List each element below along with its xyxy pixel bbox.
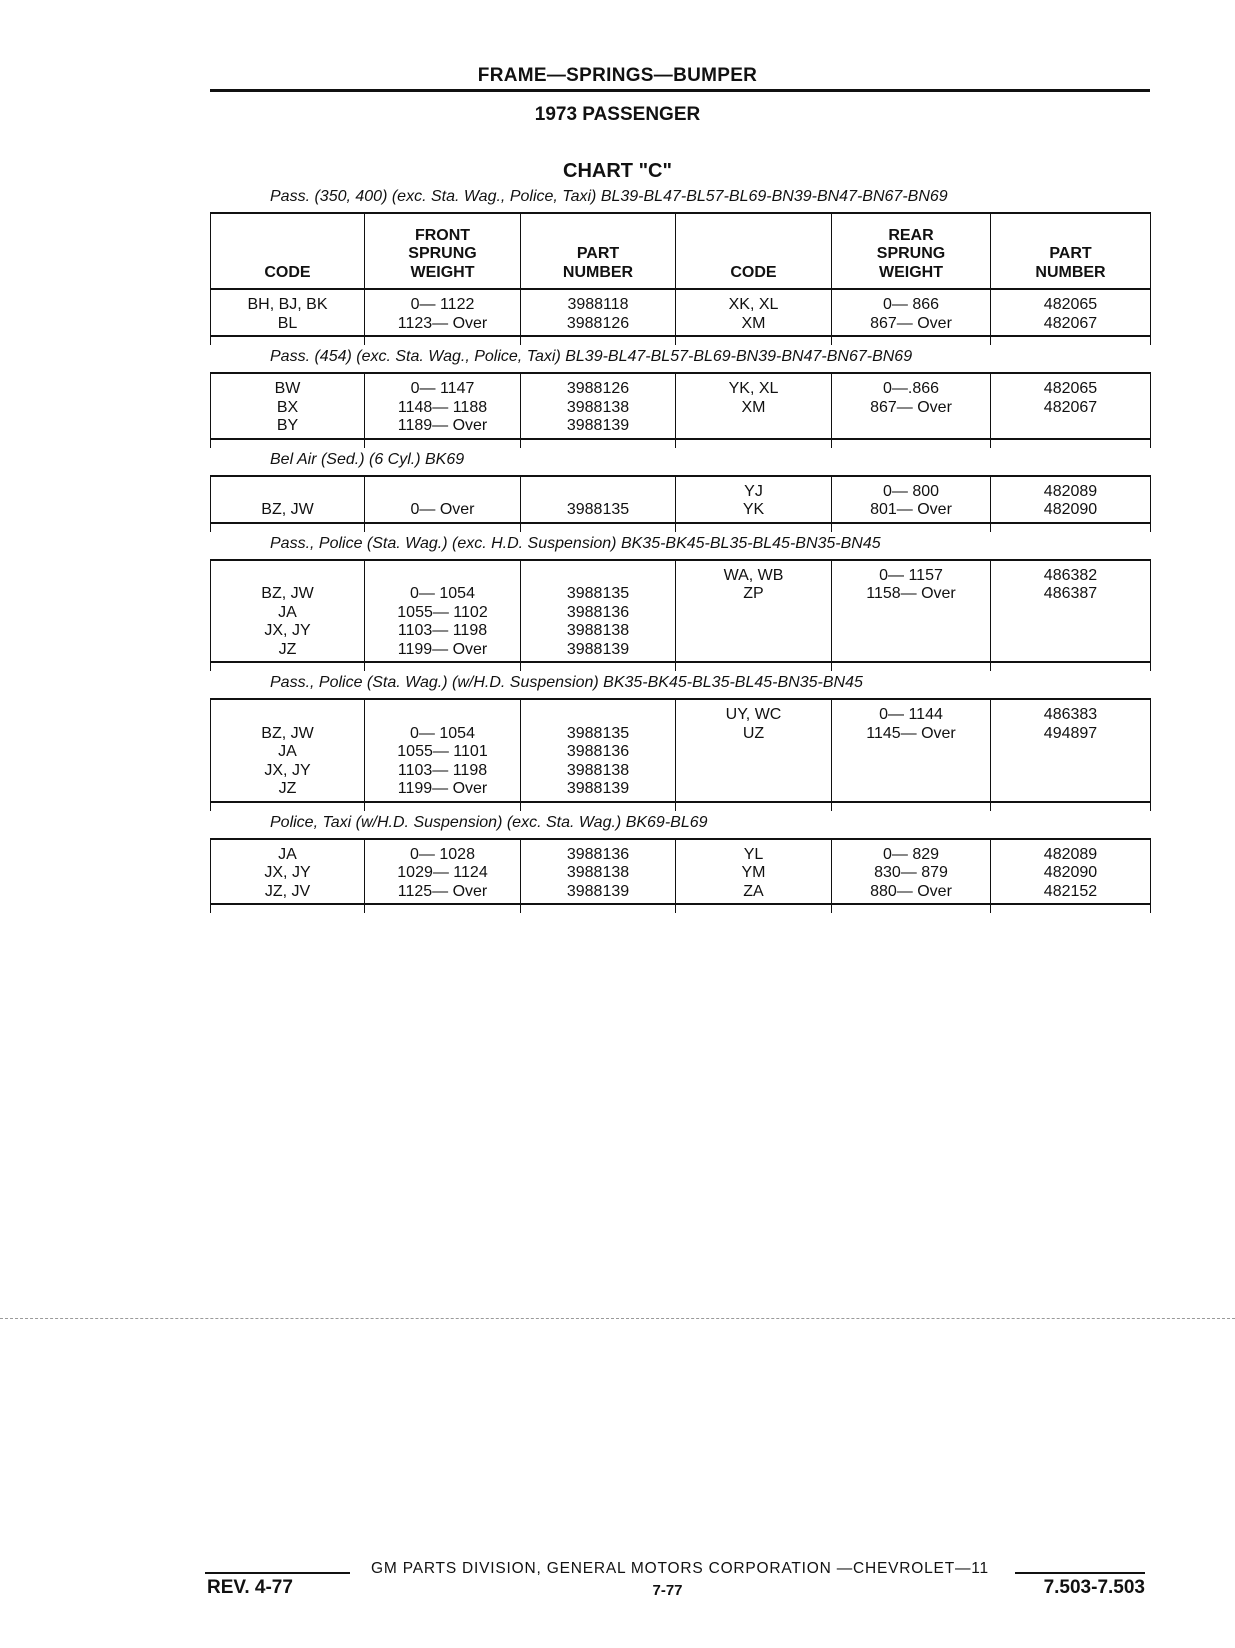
table-tail-row xyxy=(211,439,1151,448)
cell-line: 830— 879 xyxy=(874,864,948,881)
front-code-cell xyxy=(211,476,365,523)
cell-line: JZ, JV xyxy=(264,882,311,900)
cell-line: BX xyxy=(276,398,299,416)
tail-cell xyxy=(521,904,676,913)
table-row xyxy=(211,476,1151,523)
tail-cell xyxy=(991,904,1151,913)
front-part-cell xyxy=(521,289,676,336)
tail-cell xyxy=(211,336,365,345)
front-part-cell xyxy=(521,560,676,663)
cell-line: 0— 800 xyxy=(882,482,940,500)
cell-line xyxy=(523,483,673,502)
front-code-cell xyxy=(211,289,365,336)
front-weight-cell xyxy=(365,289,521,336)
footer-page-ref: 7.503-7.503 xyxy=(1043,1577,1145,1598)
tail-cell xyxy=(832,336,991,345)
cell-line: 1029— 1124 xyxy=(397,864,488,881)
table-row xyxy=(211,699,1151,802)
section-label: Pass., Police (Sta. Wag.) (w/H.D. Suspension) BK35-BK45-BL35-BL45-BN35-BN45 xyxy=(270,674,863,691)
col-header-rear-weight: REAR SPRUNG WEIGHT xyxy=(832,213,991,289)
cell-line xyxy=(213,706,362,725)
rear-weight-cell xyxy=(832,839,991,905)
section-label: Bel Air (Sed.) (6 Cyl.) BK69 xyxy=(270,450,465,468)
table-tail-row xyxy=(211,904,1151,913)
front-weight-cell xyxy=(365,373,521,439)
cell-line: 482089 xyxy=(1043,845,1098,863)
cell-line: JA xyxy=(278,743,297,760)
section-body xyxy=(211,289,1151,345)
front-weight-cell xyxy=(365,699,521,802)
rear-code-cell xyxy=(676,699,832,802)
cell-line xyxy=(367,483,518,502)
cell-line xyxy=(523,706,673,725)
col-header-rear-part: PART NUMBER xyxy=(991,213,1151,289)
cell-line: 0— 1122 xyxy=(410,296,475,313)
cell-line: XM xyxy=(741,314,766,332)
tail-cell xyxy=(211,904,365,913)
cell-line: 1055— 1102 xyxy=(397,603,488,621)
cell-line: 482090 xyxy=(1043,501,1098,518)
tail-cell xyxy=(991,802,1151,811)
cell-line: 0— 1157 xyxy=(879,566,943,584)
cell-line: JZ xyxy=(278,780,297,797)
cell-line: BY xyxy=(276,417,299,434)
cell-line xyxy=(367,567,518,586)
tail-cell xyxy=(365,523,521,532)
cell-line: BL xyxy=(277,314,298,332)
cell-line: ZP xyxy=(743,585,764,602)
table-row xyxy=(211,839,1151,905)
cell-line: 482067 xyxy=(1043,398,1098,416)
rear-code-cell xyxy=(676,373,832,439)
chart-label: CHART "C" xyxy=(563,160,672,182)
footer-revision: REV. 4-77 xyxy=(207,1577,293,1598)
tail-cell xyxy=(991,439,1151,448)
tail-cell xyxy=(365,439,521,448)
rear-code-cell xyxy=(676,560,832,663)
footer-date: 7-77 xyxy=(652,1582,683,1599)
front-weight-cell xyxy=(365,839,521,905)
cell-line: 0— 1028 xyxy=(410,845,475,863)
cell-line: 3988139 xyxy=(566,417,630,434)
table-tail-row xyxy=(211,662,1151,671)
col-header-front-part: PART NUMBER xyxy=(521,213,676,289)
front-weight-cell xyxy=(365,560,521,663)
cell-line: 867— Over xyxy=(870,314,952,332)
cell-line xyxy=(213,483,362,502)
cell-line: JA xyxy=(278,845,297,863)
cell-line: XK, XL xyxy=(728,296,779,313)
rear-code-cell xyxy=(676,839,832,905)
cell-line: 1148— 1188 xyxy=(397,398,488,416)
cell-line xyxy=(367,706,518,725)
cell-line: 1189— Over xyxy=(397,417,488,434)
cell-line: BH, BJ, BK xyxy=(247,296,328,313)
cell-line: UZ xyxy=(742,724,765,742)
section-body xyxy=(211,476,1151,532)
cell-line: WA, WB xyxy=(723,566,784,584)
table-tail-row xyxy=(211,336,1151,345)
cell-line: BZ, JW xyxy=(261,724,314,742)
tail-cell xyxy=(676,439,832,448)
tail-cell xyxy=(832,904,991,913)
spring-chart xyxy=(210,185,1150,913)
rear-weight-cell xyxy=(832,699,991,802)
tail-cell xyxy=(521,662,676,671)
tail-cell xyxy=(832,802,991,811)
cell-line: 1103— 1198 xyxy=(397,761,488,779)
rear-code-cell xyxy=(676,289,832,336)
cell-line: 3988138 xyxy=(566,622,630,639)
scan-artifact-line xyxy=(0,1318,1235,1319)
footer-rule-right xyxy=(1015,1572,1145,1574)
parts-table xyxy=(210,372,1151,448)
tail-cell xyxy=(676,904,832,913)
parts-table xyxy=(210,212,1151,345)
tail-cell xyxy=(521,802,676,811)
cell-line: 3988136 xyxy=(566,603,630,621)
table-row xyxy=(211,373,1151,439)
tail-cell xyxy=(991,662,1151,671)
table-row xyxy=(211,289,1151,336)
cell-line: 3988126 xyxy=(566,380,630,397)
cell-line: 1199— Over xyxy=(397,640,488,658)
cell-line: JA xyxy=(278,603,297,621)
cell-line: 3988135 xyxy=(566,585,630,602)
cell-line: JZ xyxy=(278,640,297,658)
rear-weight-cell xyxy=(832,373,991,439)
parts-table xyxy=(210,559,1151,672)
section-body xyxy=(211,560,1151,672)
tail-cell xyxy=(211,662,365,671)
front-code-cell xyxy=(211,560,365,663)
section-label: Police, Taxi (w/H.D. Suspension) (exc. Sta. Wag.) BK69-BL69 xyxy=(270,813,708,831)
cell-line: 3988139 xyxy=(566,882,630,900)
cell-line: BZ, JW xyxy=(261,501,314,518)
parts-table xyxy=(210,838,1151,914)
tail-cell xyxy=(521,523,676,532)
rear-part-cell xyxy=(991,373,1151,439)
rear-weight-cell xyxy=(832,289,991,336)
cell-line: 1123— Over xyxy=(397,314,488,332)
cell-line: 3988139 xyxy=(566,780,630,797)
col-header-front-weight: FRONT SPRUNG WEIGHT xyxy=(365,213,521,289)
cell-line: JX, JY xyxy=(264,864,311,881)
tail-cell xyxy=(211,439,365,448)
footer-publisher: GM PARTS DIVISION, GENERAL MOTORS CORPORATION —CHEVROLET—11 xyxy=(371,1560,989,1577)
cell-line: 482065 xyxy=(1043,380,1098,397)
table-header-row xyxy=(211,213,1151,289)
cell-line: 3988136 xyxy=(566,743,630,760)
cell-line: 1145— Over xyxy=(866,724,956,742)
cell-line: 1125— Over xyxy=(397,882,488,900)
tail-cell xyxy=(365,336,521,345)
rear-part-cell xyxy=(991,560,1151,663)
cell-line xyxy=(213,567,362,586)
cell-line: 482089 xyxy=(1043,482,1098,500)
tail-cell xyxy=(676,523,832,532)
cell-line: 3988138 xyxy=(566,761,630,779)
front-code-cell xyxy=(211,373,365,439)
cell-line: 3988135 xyxy=(566,501,630,518)
tail-cell xyxy=(676,336,832,345)
rear-weight-cell xyxy=(832,560,991,663)
col-header-rear-code: CODE xyxy=(676,213,832,289)
cell-line: 880— Over xyxy=(870,882,952,900)
cell-line: 0— 1054 xyxy=(410,585,475,602)
cell-line: 0— 866 xyxy=(882,296,940,313)
cell-line: 486382 xyxy=(1043,566,1098,584)
tail-cell xyxy=(521,336,676,345)
cell-line: XM xyxy=(741,398,766,416)
cell-line: 486387 xyxy=(1043,585,1098,602)
tail-cell xyxy=(365,662,521,671)
section-label: Pass. (454) (exc. Sta. Wag., Police, Taxi) BL39-BL47-BL57-BL69-BN39-BN47-BN67-BN69 xyxy=(270,348,913,365)
rear-part-cell xyxy=(991,289,1151,336)
cell-line: 3988135 xyxy=(566,724,630,742)
cell-line: BW xyxy=(274,380,301,397)
rear-part-cell xyxy=(991,839,1151,905)
parts-table xyxy=(210,698,1151,811)
table-row xyxy=(211,560,1151,663)
cell-line: 482152 xyxy=(1043,882,1098,900)
cell-line: 0— 1144 xyxy=(879,706,943,723)
cell-line: 486383 xyxy=(1043,706,1098,723)
rear-code-cell xyxy=(676,476,832,523)
cell-line: 482065 xyxy=(1043,296,1098,313)
cell-line xyxy=(523,567,673,586)
table-tail-row xyxy=(211,802,1151,811)
front-part-cell xyxy=(521,476,676,523)
cell-line: 801— Over xyxy=(870,501,952,518)
tail-cell xyxy=(676,662,832,671)
cell-line: YK xyxy=(742,501,765,518)
front-part-cell xyxy=(521,373,676,439)
tail-cell xyxy=(365,802,521,811)
cell-line: 3988139 xyxy=(566,640,630,658)
tail-cell xyxy=(211,523,365,532)
cell-line: 482090 xyxy=(1043,864,1098,881)
cell-line: JX, JY xyxy=(264,761,311,779)
page-subtitle: 1973 PASSENGER xyxy=(534,104,701,125)
cell-line: UY, WC xyxy=(725,706,782,723)
front-weight-cell xyxy=(365,476,521,523)
cell-line: 482067 xyxy=(1043,314,1098,332)
front-part-cell xyxy=(521,839,676,905)
section-label: Pass. (350, 400) (exc. Sta. Wag., Police, Taxi) BL39-BL47-BL57-BL69-BN39-BN47-BN67-BN69 xyxy=(270,188,948,205)
page-title: FRAME—SPRINGS—BUMPER xyxy=(477,65,758,86)
table-tail-row xyxy=(211,523,1151,532)
cell-line: 1199— Over xyxy=(397,780,488,797)
section-label: Pass., Police (Sta. Wag.) (exc. H.D. Suspension) BK35-BK45-BL35-BL45-BN35-BN45 xyxy=(270,534,881,552)
col-header-front-code: CODE xyxy=(211,213,365,289)
tail-cell xyxy=(832,662,991,671)
tail-cell xyxy=(991,523,1151,532)
cell-line: JX, JY xyxy=(264,622,311,639)
cell-line: 3988126 xyxy=(566,314,630,332)
front-code-cell xyxy=(211,839,365,905)
rear-part-cell xyxy=(991,699,1151,802)
cell-line: 494897 xyxy=(1043,724,1098,742)
cell-line: 0— 829 xyxy=(882,845,940,863)
cell-line: 1103— 1198 xyxy=(397,622,488,639)
tail-cell xyxy=(832,523,991,532)
rear-weight-cell xyxy=(832,476,991,523)
section-body xyxy=(211,839,1151,914)
cell-line: BZ, JW xyxy=(261,585,314,602)
cell-line: 0—.866 xyxy=(882,380,940,397)
footer-rule-left xyxy=(205,1572,350,1574)
cell-line: YM xyxy=(741,864,766,881)
section-body xyxy=(211,699,1151,811)
cell-line: 1158— Over xyxy=(866,585,956,602)
cell-line: 3988136 xyxy=(566,845,630,863)
tail-cell xyxy=(676,802,832,811)
title-rule xyxy=(210,89,1150,92)
tail-cell xyxy=(991,336,1151,345)
cell-line: 3988118 xyxy=(567,296,629,313)
cell-line: YL xyxy=(743,845,764,863)
cell-line: ZA xyxy=(743,882,764,900)
tail-cell xyxy=(211,802,365,811)
tail-cell xyxy=(832,439,991,448)
cell-line: 867— Over xyxy=(870,398,952,416)
cell-line: 3988138 xyxy=(566,398,630,416)
front-code-cell xyxy=(211,699,365,802)
cell-line: 0— Over xyxy=(410,501,475,518)
cell-line: 0— 1147 xyxy=(410,380,475,397)
front-part-cell xyxy=(521,699,676,802)
parts-table xyxy=(210,475,1151,532)
cell-line: 1055— 1101 xyxy=(397,743,488,760)
section-body xyxy=(211,373,1151,448)
cell-line: 0— 1054 xyxy=(410,724,475,742)
cell-line: 3988138 xyxy=(566,864,630,881)
cell-line: YK, XL xyxy=(728,380,779,397)
tail-cell xyxy=(521,439,676,448)
rear-part-cell xyxy=(991,476,1151,523)
cell-line: YJ xyxy=(744,482,763,500)
tail-cell xyxy=(365,904,521,913)
